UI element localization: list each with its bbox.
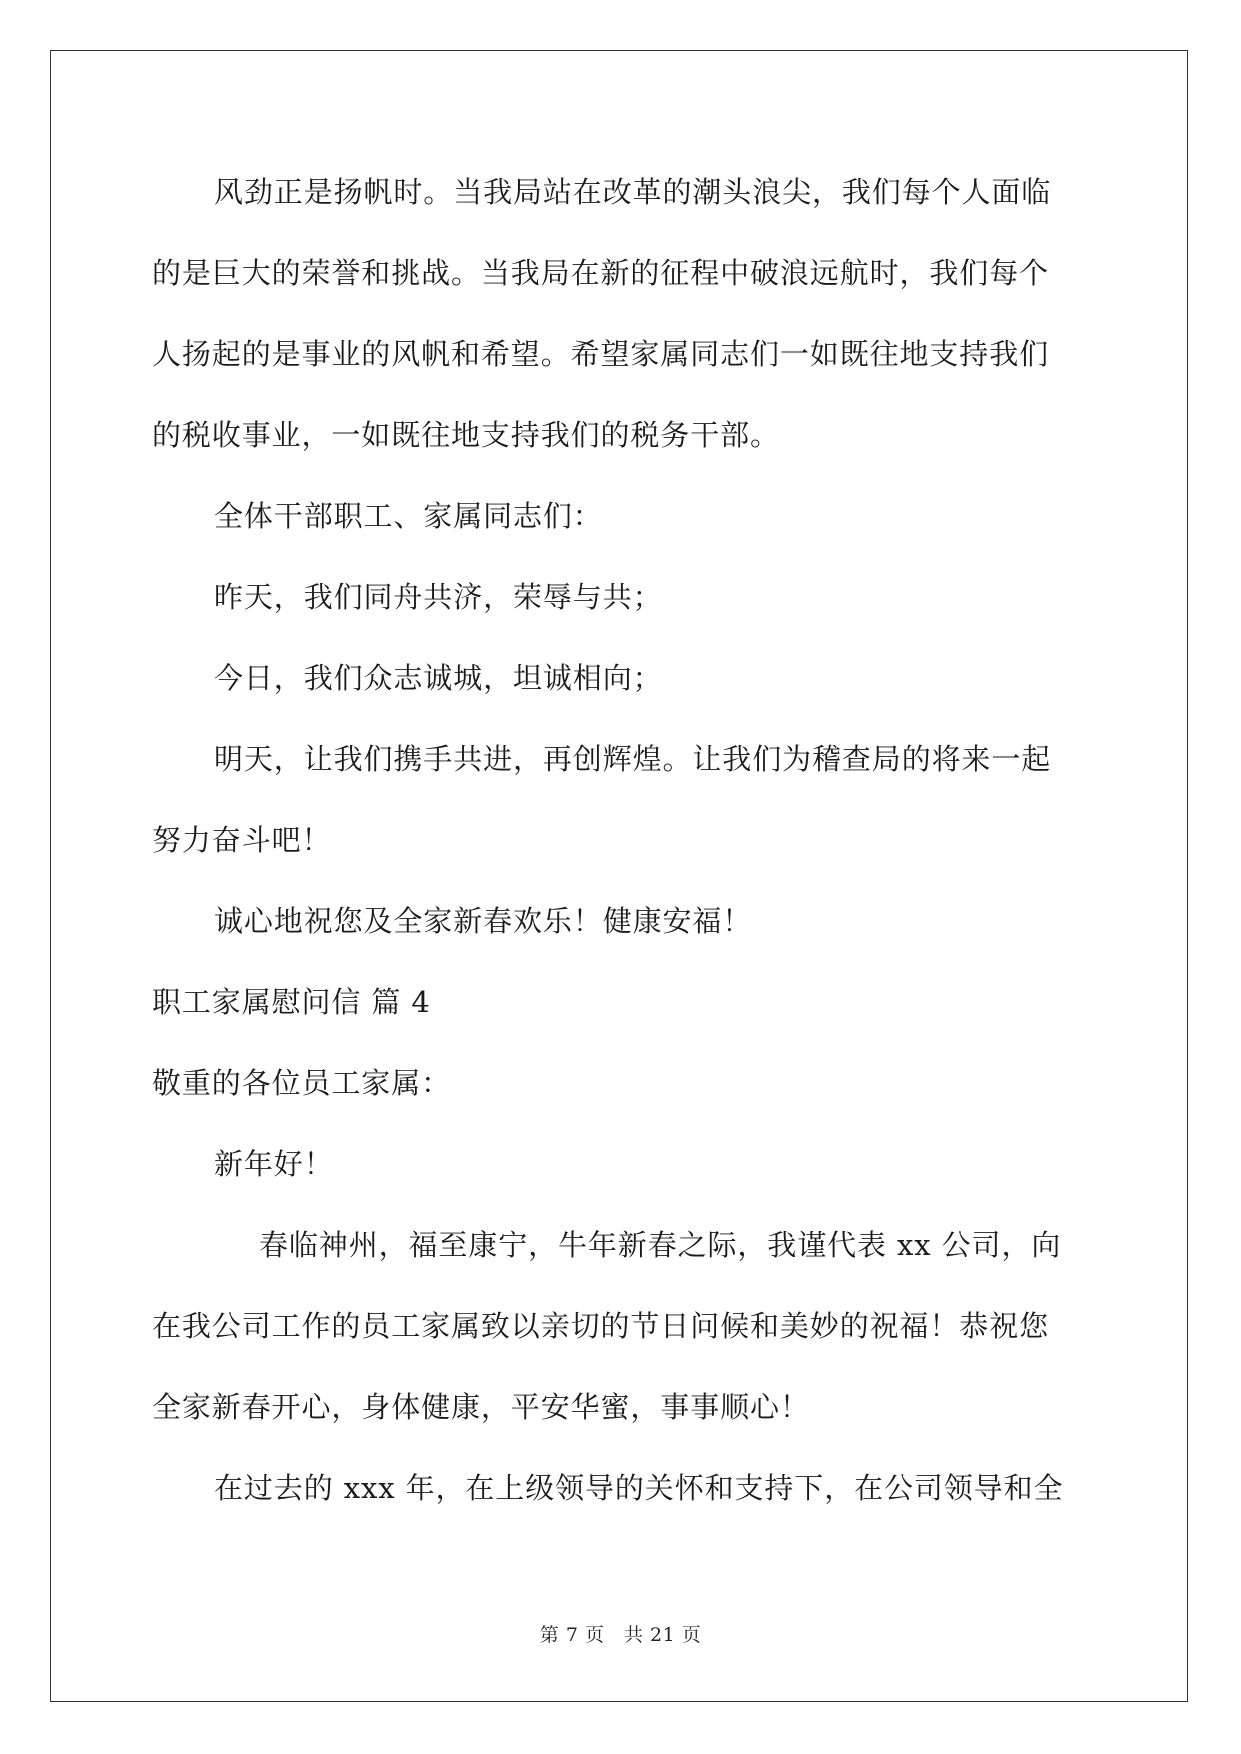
paragraph-line: 明天，让我们携手共进，再创辉煌。让我们为稽查局的将来一起	[214, 742, 1052, 776]
paragraph-line: 在过去的 xxx 年，在上级领导的关怀和支持下，在公司领导和全	[214, 1471, 1064, 1505]
paragraph-line: 全家新春开心，身体健康，平安华蜜，事事顺心！	[152, 1390, 810, 1424]
paragraph-line: 春临神州，福至康宁，牛年新春之际，我谨代表 xx 公司，向	[259, 1228, 1062, 1262]
salutation-line: 全体干部职工、家属同志们：	[214, 499, 603, 533]
page-number-footer: 第 7 页 共 21 页	[539, 1624, 702, 1646]
paragraph-line: 诚心地祝您及全家新春欢乐！健康安福！	[214, 904, 753, 938]
paragraph-line: 在我公司工作的员工家属致以亲切的节日问候和美妙的祝福！恭祝您	[152, 1309, 1050, 1343]
paragraph-line: 昨天，我们同舟共济，荣辱与共；	[214, 580, 663, 614]
greeting-line: 新年好！	[214, 1147, 334, 1181]
paragraph-line: 的是巨大的荣誉和挑战。当我局在新的征程中破浪远航时，我们每个	[152, 256, 1050, 290]
paragraph-line: 人扬起的是事业的风帆和希望。希望家属同志们一如既往地支持我们	[152, 337, 1050, 371]
document-body	[152, 152, 1092, 1529]
salutation-line: 敬重的各位员工家属：	[152, 1066, 452, 1100]
paragraph-line: 的税收事业，一如既往地支持我们的税务干部。	[152, 418, 780, 452]
paragraph-line: 今日，我们众志诚城，坦诚相向；	[214, 661, 663, 695]
paragraph-line: 努力奋斗吧！	[152, 823, 332, 857]
section-heading: 职工家属慰问信 篇 4	[152, 985, 431, 1019]
paragraph-line: 风劲正是扬帆时。当我局站在改革的潮头浪尖，我们每个人面临	[214, 175, 1052, 209]
